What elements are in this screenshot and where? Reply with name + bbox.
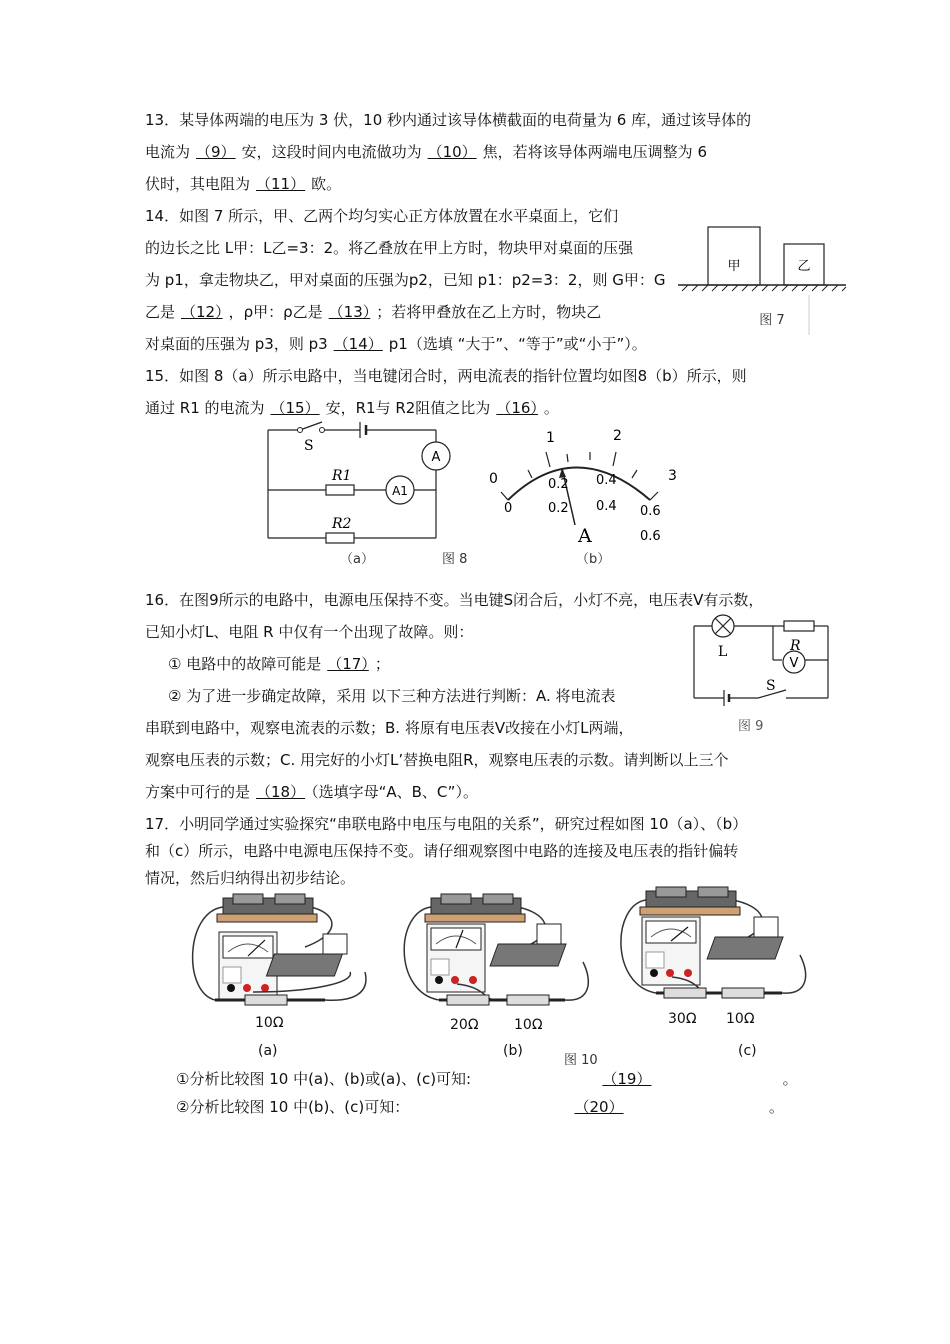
q13-text: 焦，若将该导体两端电压调整为 6 <box>482 143 707 161</box>
label-yi: 乙 <box>797 259 811 274</box>
figure-8a-caption: （a） <box>340 552 374 567</box>
q16-line1: 16．在图9所示的电路中，电源电压保持不变。当电键S闭合后，小灯不亮，电压表V有示数， <box>145 591 764 609</box>
dial-inner-06: 0.6 <box>640 504 661 519</box>
label-v: V <box>789 656 799 671</box>
dial-top-3: 3 <box>668 468 677 484</box>
figure-8-caption: 图 8 <box>442 552 468 567</box>
resistor-r <box>784 621 814 631</box>
switch-board <box>266 954 342 976</box>
answer-20-end: 。 <box>768 1098 784 1116</box>
resistor-20 <box>447 995 489 1005</box>
blank-10[interactable]: （10） <box>427 143 477 161</box>
q13-line3 <box>145 173 341 195</box>
switch-board <box>707 937 783 959</box>
q14-text: ；若将甲叠放在乙上方时，物块乙 <box>376 303 602 321</box>
q16-line3 <box>168 653 390 675</box>
blank-9[interactable]: （9） <box>196 143 236 161</box>
q13-text: 安，这段时间内电流做功为 <box>241 143 422 161</box>
q15-text: 安，R1与 R2阻值之比为 <box>325 399 491 417</box>
label-a: A <box>431 450 441 465</box>
switch-board <box>490 944 566 966</box>
label-a1: A1 <box>392 484 408 498</box>
resistor-c1-label: 30Ω <box>668 1011 697 1027</box>
q17-line1: 17．小明同学通过实验探究“串联电路中电压与电阻的关系”，研究过程如图 10（a）、（b） <box>145 815 748 833</box>
resistor-10 <box>507 995 549 1005</box>
answer-19-label: ①分析比较图 10 中(a)、(b)或(a)、(c)可知: <box>176 1070 472 1088</box>
blank-16[interactable]: （16） <box>496 399 538 417</box>
dial-bottom-04: 0.4 <box>596 499 617 514</box>
resistor-a-label: 10Ω <box>255 1015 284 1031</box>
dial-top-0: 0 <box>489 471 498 487</box>
block-jia <box>708 227 760 285</box>
q16-text: 方案中可行的是 <box>145 783 251 801</box>
q16-text: （选填字母“A、B、C”）。 <box>311 783 478 801</box>
resistor-r1 <box>326 485 354 495</box>
q17-line2: 和（c）所示，电路中电源电压保持不变。请仔细观察图中电路的连接及电压表的指针偏转 <box>145 842 739 860</box>
answer-19-end: 。 <box>782 1070 798 1088</box>
blank-11[interactable]: （11） <box>256 175 306 193</box>
blank-17[interactable]: （17） <box>327 655 369 673</box>
dial-ticks <box>501 452 658 500</box>
resistor-c2-label: 10Ω <box>726 1011 755 1027</box>
blank-14[interactable]: （14） <box>333 335 383 353</box>
q16-line5: 串联到电路中，观察电流表的示数；B. 将原有电压表V改接在小灯L两端， <box>145 719 634 737</box>
label-l: L <box>718 644 728 660</box>
figure-9-caption: 图 9 <box>738 719 764 734</box>
q15-line2 <box>145 397 559 419</box>
figure-10-caption: 图 10 <box>564 1053 598 1068</box>
figure-9-circuit <box>688 610 838 735</box>
resistor-b2-label: 10Ω <box>514 1017 543 1033</box>
dial-bottom-0: 0 <box>504 501 513 516</box>
label-jia: 甲 <box>727 259 741 274</box>
figure-8b-caption: （b） <box>576 552 611 567</box>
figure-8a-circuit <box>260 420 470 565</box>
figure-10b-apparatus <box>395 892 595 1042</box>
q15-text: 通过 R1 的电流为 <box>145 399 265 417</box>
figure-10c-apparatus <box>612 885 812 1035</box>
q14-text: 乙是 <box>145 303 176 321</box>
q16-line4: ② 为了进一步确定故障，采用 以下三种方法进行判断：A. 将电流表 <box>168 687 616 705</box>
q14-text: 对桌面的压强为 p3，则 p3 <box>145 335 328 353</box>
figure-8b-ammeter-dial <box>480 420 690 565</box>
q14-line3: 为 p1，拿走物块乙，甲对桌面的压强为p2，已知 p1：p2=3：2，则 G甲：G <box>145 271 666 289</box>
label-r1: R1 <box>332 468 352 484</box>
resistor-10 <box>245 995 287 1005</box>
blank-15[interactable]: （15） <box>270 399 320 417</box>
q16-line7 <box>145 781 478 803</box>
dial-bottom-02: 0.2 <box>548 501 569 516</box>
figure-10a-caption: (a) <box>258 1043 278 1059</box>
q14-line4 <box>145 301 601 323</box>
blank-18[interactable]: （18） <box>256 783 306 801</box>
figure-10c-caption: (c) <box>738 1043 757 1059</box>
q14-line1: 14．如图 7 所示，甲、乙两个均匀实心正方体放置在水平桌面上，它们 <box>145 207 619 225</box>
answer-20-line <box>176 1096 784 1118</box>
blank-20[interactable]: （20） <box>574 1098 624 1116</box>
q15-line1: 15．如图 8（a）所示电路中，当电键闭合时，两电流表的指针位置均如图8（b）所示，则 <box>145 367 747 385</box>
resistor-10 <box>722 988 764 998</box>
label-r: R <box>790 638 801 654</box>
q16-line6: 观察电压表的示数；C. 用完好的小灯L’替换电阻R，观察电压表的示数。请判断以上三个 <box>145 751 729 769</box>
q14-text: p1（选填 “大于”、“等于”或“小于”）。 <box>388 335 647 353</box>
q15-text: 。 <box>543 399 559 417</box>
figure-7 <box>676 220 856 340</box>
q14-line2: 的边长之比 L甲：L乙=3：2。将乙叠放在甲上方时，物块甲对桌面的压强 <box>145 239 634 257</box>
label-s: S <box>766 678 776 694</box>
blank-13[interactable]: （13） <box>328 303 371 321</box>
q13-text: 电流为 <box>145 143 191 161</box>
blank-19[interactable]: （19） <box>602 1070 652 1088</box>
blank-12[interactable]: （12） <box>181 303 223 321</box>
q13-text: 欧。 <box>311 175 342 193</box>
dial-top-1: 1 <box>546 430 555 446</box>
figure-10b-caption: (b) <box>503 1043 523 1059</box>
q14-text: ，ρ甲：ρ乙是 <box>228 303 323 321</box>
table-hatch <box>682 285 846 291</box>
answer-19-line <box>176 1068 798 1090</box>
q16-text: ； <box>374 655 390 673</box>
q13-line2 <box>145 141 707 163</box>
resistor-30 <box>664 988 706 998</box>
q16-text: ① 电路中的故障可能是 <box>168 655 322 673</box>
q14-line5 <box>145 333 647 355</box>
q17-line3: 情况，然后归纳得出初步结论。 <box>145 869 356 887</box>
dial-unit: A <box>578 525 592 547</box>
dial-inner-02: 0.2 <box>548 477 569 492</box>
dial-top-2: 2 <box>613 428 622 444</box>
q13-line1: 13．某导体两端的电压为 3 伏，10 秒内通过该导体横截面的电荷量为 6 库，通过该导体的 <box>145 111 752 129</box>
q13-text: 伏时，其电阻为 <box>145 175 251 193</box>
answer-20-label: ②分析比较图 10 中(b)、(c)可知： <box>176 1098 410 1116</box>
label-s: S <box>304 438 314 454</box>
resistor-r2 <box>326 533 354 543</box>
q16-line2: 已知小灯L、电阻 R 中仅有一个出现了故障。则： <box>145 623 474 641</box>
dial-bottom-06: 0.6 <box>640 529 661 544</box>
dial-inner-04: 0.4 <box>596 473 617 488</box>
resistor-b1-label: 20Ω <box>450 1017 479 1033</box>
switch-s[interactable] <box>300 422 322 430</box>
label-r2: R2 <box>332 516 352 532</box>
figure-7-caption: 图 7 <box>759 313 785 328</box>
